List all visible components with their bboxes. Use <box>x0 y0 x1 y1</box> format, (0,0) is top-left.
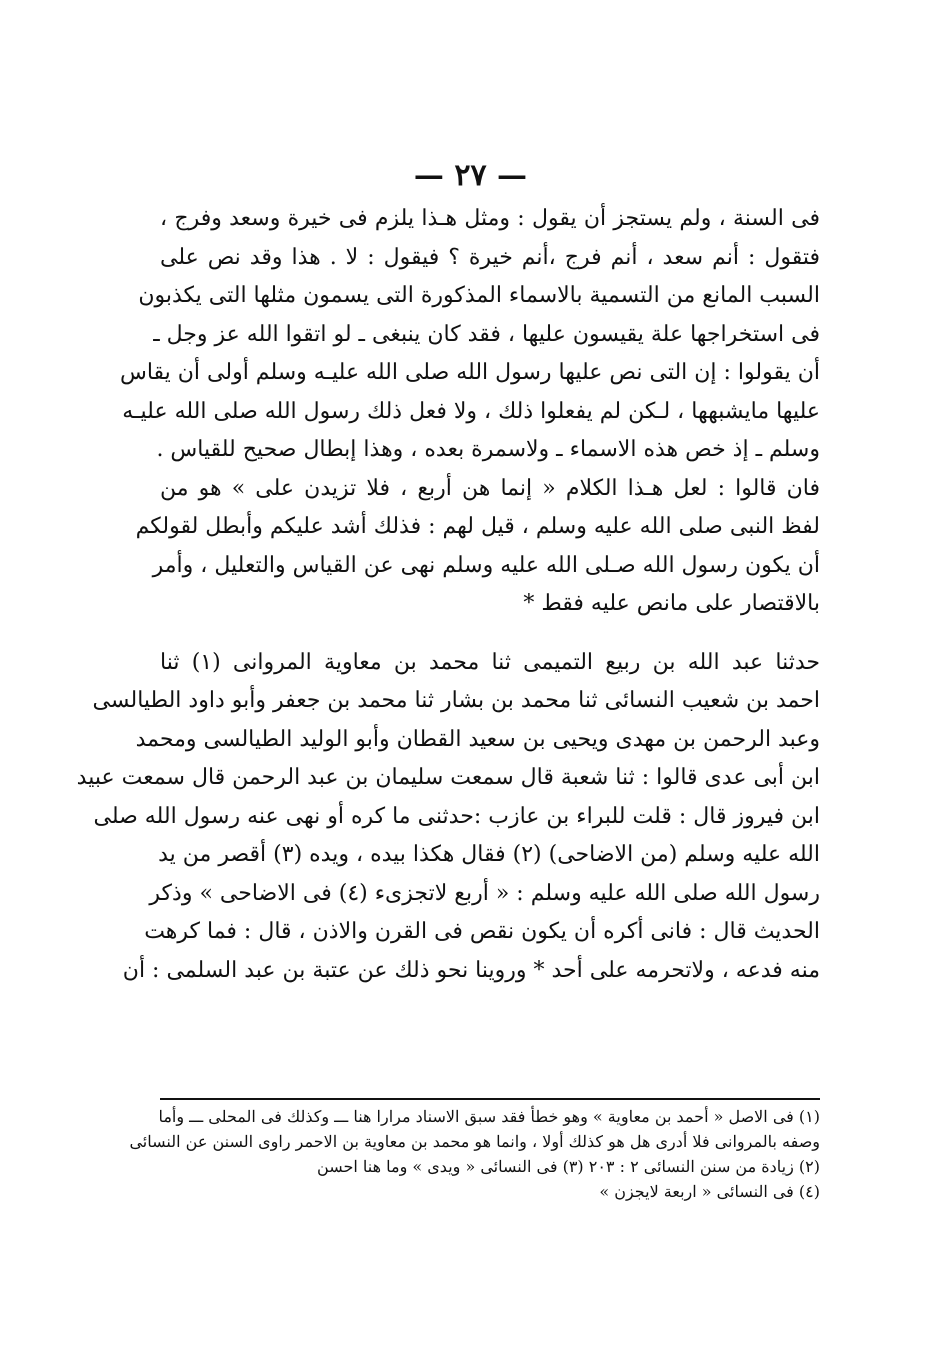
footnote-line: (٤) فى النسائى « اربعة لايجزن » <box>599 1182 820 1201</box>
text-line: لفظ النبى صلى الله عليه وسلم ، قيل لهم : فذلك أشد عليكم وأبطل لقولكم <box>135 514 820 539</box>
text-line: ابن فيروز قال : قلت للبراء بن عازب :حدثنى ما كره أو نهى عنه رسول الله صلى <box>93 803 820 829</box>
text-line: حدثنا عبد الله بن ربيع التميمى ثنا محمد بن معاوية المروانى (١) ثنا <box>160 649 820 675</box>
text-line: فى السنة ، ولم يستجز أن يقول : ومثل هـذا يلزم فى خيرة وسعد وفرج ، <box>160 206 820 231</box>
footnote-line: (٢) زيادة من سنن النسائى ٢ : ٢٠٣ (٣) فى النسائى « ويدى » وما هنا احسن <box>317 1157 820 1176</box>
text-line: فان قالوا : لعل هـذا الكلام « إنما هن أربع ، فلا تزيدن على » هو من <box>160 475 820 501</box>
text-line: رسول الله صلى الله عليه وسلم : « أربع لاتجزىء (٤) فى الاضاحى » وذكر <box>149 880 820 906</box>
body-text <box>76 200 820 990</box>
text-line: احمد بن شعيب النسائى ثنا محمد بن بشار ثنا محمد بن جعفر وأبو داود الطيالسى <box>92 688 820 713</box>
text-line: منه فدعه ، ولاتحرمه على أحد * وروينا نحو ذلك عن عتبة بن عبد السلمى : أن <box>122 957 820 983</box>
text-line: الله عليه وسلم (من الاضاحى) (٢) فقال هكذا بيده ، ويده (٣) أقصر من يد <box>158 842 820 867</box>
footnote-separator <box>160 1098 820 1100</box>
paragraph-gap <box>160 624 820 644</box>
text-line: بالاقتصار على مانص عليه فقط * <box>523 591 820 616</box>
text-line: ابن أبى عدى قالوا : ثنا شعبة قال سمعت سليمان بن عبد الرحمن قال سمعت عبيد <box>76 765 820 790</box>
text-line: فتقول : أنم سعد ، أنم فرج ،أنم خيرة ؟ فيقول : لا . هذا وقد نص على <box>160 244 820 270</box>
text-line: وعبد الرحمن بن مهدى ويحيى بن سعيد القطان وأبو الوليد الطيالسى ومحمد <box>135 726 820 752</box>
footnotes <box>129 1104 820 1204</box>
footnote-line: وصفه بالمروانى فلا أدرى هل هو كذلك أولا ، وانما هو محمد بن معاوية بن الاحمر راوى السنن عن النسائى <box>129 1132 820 1151</box>
text-line: أن يكون رسول الله صـلى الله عليه وسلم نهى عن القياس والتعليل ، وأمر <box>152 552 820 578</box>
footnote-line: (١) فى الاصل « أحمد بن معاوية » وهو خطأ فقد سبق الاسناد مرارا هنا ـــ وكذلك فى المحلى ـــ وأما <box>158 1107 820 1126</box>
text-line: الحديث قال : فانى أكره أن يكون نقص فى القرن والاذن ، قال : فما كرهت <box>144 919 820 944</box>
text-line: أن يقولوا : إن التى نص عليها رسول الله صلى الله عليـه وسلم أولى أن يقاس <box>119 360 820 385</box>
text-line: فى استخراجها علة يقيسون عليها ، فقد كان ينبغى ـ لو اتقوا الله عز وجل ـ <box>153 321 820 347</box>
text-line: السبب المانع من التسمية بالاسماء المذكورة التى يسمون مثلها التى يكذبون <box>138 283 820 308</box>
page-number: — ٢٧ — <box>413 158 528 193</box>
text-line: عليها مايشبهها ، لـكن لم يفعلوا ذلك ، ولا فعل ذلك رسول الله صلى الله عليـه <box>122 398 820 424</box>
text-line: وسلم ـ إذ خص هذه الاسماء ـ ولاسمرة بعده ، وهذا إبطال صحيح للقياس . <box>156 437 820 462</box>
